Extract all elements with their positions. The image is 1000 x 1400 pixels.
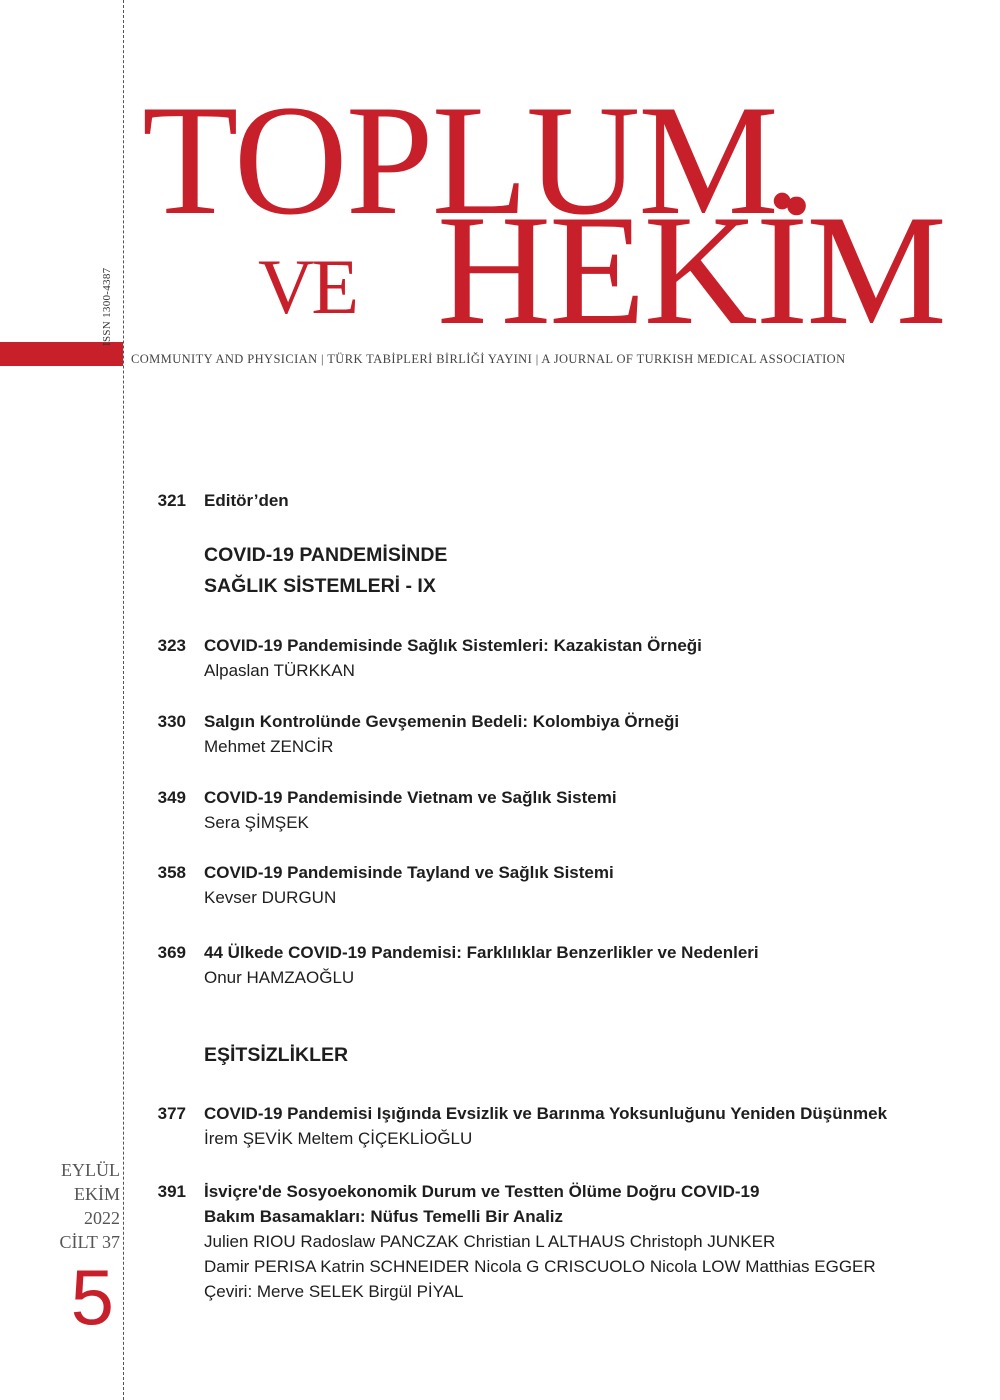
toc-title: COVID-19 Pandemisi Işığında Evsizlik ve Barınma Yoksunluğunu Yeniden Düşünmek [204,1104,888,1123]
toc-title: COVID-19 Pandemisinde Vietnam ve Sağlık Sistemi [204,788,617,807]
journal-subtitle: COMMUNITY AND PHYSICIAN | TÜRK TABİPLERİ BİRLİĞİ YAYINI | A JOURNAL OF TURKISH MEDICAL ASSOCIATION [131,352,846,366]
toc-authors: Alpaslan TÜRKKAN [204,661,355,680]
issue-number: 5 [70,1253,114,1341]
toc-authors: Onur HAMZAOĞLU [204,968,355,987]
toc-authors: Kevser DURGUN [204,888,337,907]
toc-authors: Sera ŞİMŞEK [204,813,309,832]
issue-year: 2022 [84,1208,120,1228]
toc-title: COVID-19 Pandemisinde Sağlık Sistemleri: Kazakistan Örneği [204,636,702,655]
journal-title-hekim: HEKİM [437,183,945,358]
toc-title: 44 Ülkede COVID-19 Pandemisi: Farklılıklar Benzerlikler ve Nedenleri [204,943,759,962]
journal-title-ve: VE [258,243,356,330]
toc-page-number: 377 [157,1104,186,1123]
toc-page-number: 349 [157,788,186,807]
toc-translation: Çeviri: Merve SELEK Birgül PİYAL [204,1282,464,1301]
issue-month-2: EKİM [74,1184,120,1204]
issn-label: ISSN 1300-4387 [101,267,113,346]
section-heading-covid-line2: SAĞLIK SİSTEMLERİ - IX [204,575,436,597]
issue-info [40,1158,120,1341]
toc-page-number: 369 [157,943,186,962]
issue-volume: CİLT 37 [59,1232,120,1252]
toc-page-number: 321 [157,491,186,510]
toc-authors-line2: Damir PERISA Katrin SCHNEIDER Nicola G CRISCUOLO Nicola LOW Matthias EGGER [204,1257,876,1276]
toc-authors: İrem ŞEVİK Meltem ÇİÇEKLİOĞLU [204,1129,473,1148]
toc-page-number: 323 [157,636,186,655]
toc-page-number: 391 [157,1182,186,1201]
spine-divider [123,0,124,1400]
toc-authors: Mehmet ZENCİR [204,737,334,756]
issue-month-1: EYLÜL [61,1160,120,1180]
toc-page-number: 358 [157,863,186,882]
toc-title-line1: İsviçre'de Sosyoekonomik Durum ve Testten Ölüme Doğru COVID-19 [204,1182,760,1201]
toc-page-number: 330 [157,712,186,731]
section-heading-inequalities: EŞİTSİZLİKLER [204,1044,349,1066]
toc-title: Salgın Kontrolünde Gevşemenin Bedeli: Kolombiya Örneği [204,712,680,731]
toc-authors-line1: Julien RIOU Radoslaw PANCZAK Christian L ALTHAUS Christoph JUNKER [204,1232,776,1251]
toc-title: Editör’den [204,491,289,510]
journal-title-toplum: TOPLUM. [142,73,815,248]
toc-title-line2: Bakım Basamakları: Nüfus Temelli Bir Analiz [204,1207,564,1226]
section-heading-covid-line1: COVID-19 PANDEMİSİNDE [204,544,448,566]
toc-title: COVID-19 Pandemisinde Tayland ve Sağlık Sistemi [204,863,614,882]
